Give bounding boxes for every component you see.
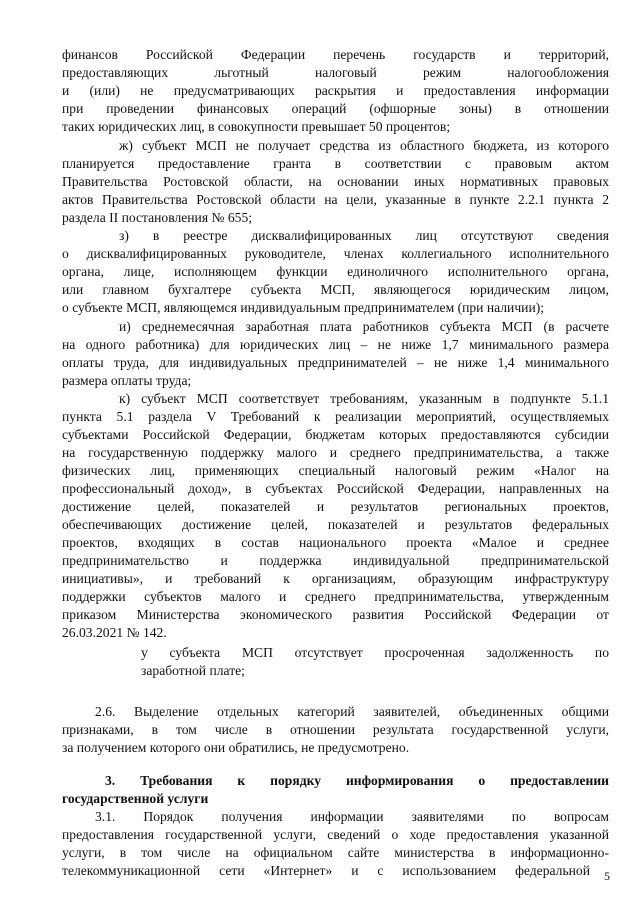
text-line: и (или) не предусматривающих раскрытия и предоставления информации xyxy=(62,83,609,98)
text-line: поддержки субъектов малого и среднего предпринимательства, утвержденным xyxy=(62,589,609,604)
page-number: 5 xyxy=(604,869,610,883)
text-line: органа, лице, исполняющем функции единоличного исполнительного органа, xyxy=(62,264,609,279)
text-line: физических лиц, применяющих специальный налоговый режим «Налог на xyxy=(62,463,609,478)
text-line: о субъекте МСП, являющемся индивидуальным предпринимателем (при наличии); xyxy=(62,300,545,315)
text-line: у субъекта МСП отсутствует просроченная задолженность по xyxy=(141,645,609,660)
text-line: проектов, входящих в состав национального проекта «Малое и среднее xyxy=(62,535,609,550)
text-line: на государственную поддержку малого и среднего предпринимательства, а также xyxy=(62,445,609,460)
text-line: раздела II постановления № 655; xyxy=(62,210,253,225)
text-line: субъектами Российской Федерации, бюджетам которых предоставляются субсидии xyxy=(62,427,609,442)
text-line: 26.03.2021 № 142. xyxy=(62,625,167,640)
text-line: размера оплаты труда; xyxy=(62,373,192,388)
text-line: о дисквалифицированных руководителе, членах коллегиального исполнительного xyxy=(62,246,609,261)
text-line: обеспечивающих достижение целей, показателей и результатов федеральных xyxy=(62,517,609,532)
text-line: к) субъект МСП соответствует требованиям, указанным в подпункте 5.1.1 xyxy=(119,391,609,406)
text-line: Правительства Ростовской области, на основании иных нормативных правовых xyxy=(62,174,609,189)
text-line: инициативы», и требований к организациям, образующим инфраструктуру xyxy=(62,571,609,586)
text-line: ж) субъект МСП не получает средства из областного бюджета, из которого xyxy=(119,138,609,153)
text-line: достижение целей, показателей и результатов региональных проектов, xyxy=(62,499,609,514)
section-heading: государственной услуги xyxy=(62,791,209,806)
text-line: финансов Российской Федерации перечень государств и территорий, xyxy=(62,47,609,62)
text-line: предоставляющих льготный налоговый режим налогообложения xyxy=(62,65,609,80)
text-line: профессиональный доход», в субъектах Российской Федерации, направленных на xyxy=(62,481,609,496)
text-line: телекоммуникационной сети «Интернет» и с использованием федеральной xyxy=(62,863,590,878)
text-line: предпринимательство и поддержка индивидуальной предпринимательской xyxy=(62,553,609,568)
text-line: или главном бухгалтере субъекта МСП, являющегося юридическим лицом, xyxy=(62,282,609,297)
text-line: 3.1. Порядок получения информации заявителями по вопросам xyxy=(95,809,609,824)
section-heading: 3. Требования к порядку информирования о предоставлении xyxy=(105,773,609,788)
text-line: оплаты труда, для индивидуальных предпринимателей – не ниже 1,4 минимального xyxy=(62,355,609,370)
text-line: за получением которого они обратились, не предусмотрено. xyxy=(62,740,410,755)
text-line: признаками, в том числе в отношении результата государственной услуги, xyxy=(62,722,609,737)
text-line: предоставления государственной услуги, сведений о ходе предоставления указанной xyxy=(62,827,609,842)
text-line: приказом Министерства экономического развития Российской Федерации от xyxy=(62,607,609,622)
text-line: при проведении финансовых операций (офшорные зоны) в отношении xyxy=(62,101,609,116)
text-line: на одного работника) для юридических лиц – не ниже 1,7 минимального размера xyxy=(62,337,609,352)
text-line: планируется предоставление гранта в соответствии с правовым актом xyxy=(62,156,609,171)
text-line: актов Правительства Ростовской области на цели, указанные в пункте 2.2.1 пункта 2 xyxy=(62,192,609,207)
text-line: таких юридических лиц, в совокупности превышает 50 процентов; xyxy=(62,119,451,134)
text-line: заработной плате; xyxy=(141,663,245,678)
text-line: з) в реестре дисквалифицированных лиц отсутствуют сведения xyxy=(119,228,609,243)
text-line: услуги, в том числе на официальном сайте министерства в информационно- xyxy=(62,845,609,860)
text-line: пункта 5.1 раздела V Требований к реализации мероприятий, осуществляемых xyxy=(62,409,609,424)
text-line: 2.6. Выделение отдельных категорий заявителей, объединенных общими xyxy=(95,704,609,719)
text-line: и) среднемесячная заработная плата работников субъекта МСП (в расчете xyxy=(119,319,609,334)
